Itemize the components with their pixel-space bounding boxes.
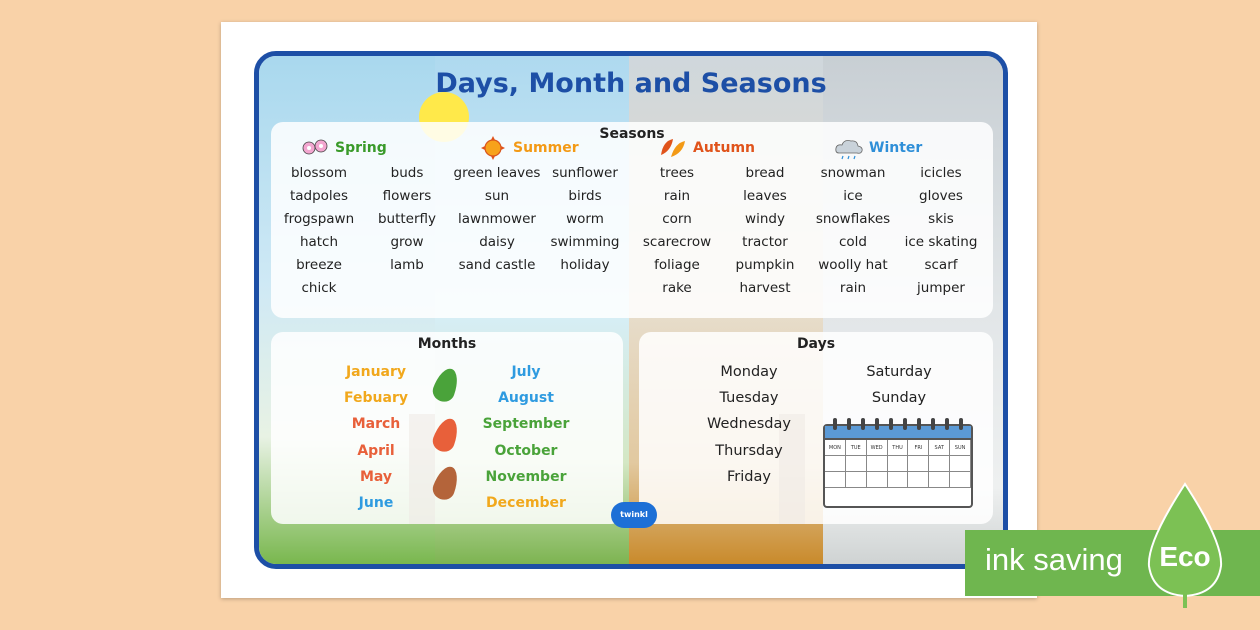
month-item: July <box>511 364 541 380</box>
word: skis <box>928 211 954 227</box>
word: gloves <box>919 188 963 204</box>
word: tractor <box>742 234 788 250</box>
season-autumn <box>633 134 809 298</box>
month-item: November <box>485 469 567 485</box>
word: butterfly <box>377 211 437 227</box>
word: scarecrow <box>642 234 712 250</box>
season-winter <box>809 134 985 298</box>
word: sunflower <box>552 165 618 181</box>
word: bread <box>745 165 785 181</box>
word-list <box>275 164 451 298</box>
month-item: June <box>358 495 394 511</box>
day-item: Monday <box>720 364 778 380</box>
month-item: March <box>351 416 401 432</box>
word: tadpoles <box>289 188 349 204</box>
word: green leaves <box>453 165 541 181</box>
days-panel <box>639 332 993 524</box>
season-spring <box>275 134 451 298</box>
word: daisy <box>479 234 515 250</box>
orange-leaf-icon <box>430 415 462 454</box>
word: corn <box>662 211 692 227</box>
month-item: Febuary <box>344 390 408 406</box>
day-item: Thursday <box>715 443 783 459</box>
day-item: Saturday <box>866 364 932 380</box>
word: icicles <box>920 165 962 181</box>
month-item: January <box>345 364 407 380</box>
word-list <box>633 164 809 298</box>
word: sand castle <box>458 257 536 273</box>
word <box>541 279 629 298</box>
word: lawnmower <box>458 211 536 227</box>
month-item: May <box>359 469 393 485</box>
word: grow <box>390 234 424 250</box>
calendar-icon <box>823 424 973 508</box>
word: swimming <box>550 234 620 250</box>
word: rake <box>662 280 692 296</box>
season-name: Autumn <box>693 140 756 156</box>
word: breeze <box>296 257 342 273</box>
calendar-header: SAT <box>929 440 950 455</box>
word: frogspawn <box>283 211 355 227</box>
blossom-icon <box>299 135 331 161</box>
brown-leaf-icon <box>430 463 462 502</box>
word: cold <box>838 234 867 250</box>
sun-icon <box>477 135 509 161</box>
calendar-header: MON <box>825 440 846 455</box>
word <box>453 279 541 298</box>
month-item: December <box>486 495 566 511</box>
word: blossom <box>290 165 348 181</box>
word <box>363 279 451 298</box>
word: worm <box>566 211 604 227</box>
word: scarf <box>924 257 958 273</box>
word: jumper <box>917 280 965 296</box>
word: buds <box>390 165 424 181</box>
calendar-header: TUE <box>846 440 867 455</box>
seasons-panel <box>271 122 993 318</box>
day-item: Tuesday <box>719 390 779 406</box>
word: woolly hat <box>818 257 888 273</box>
season-name: Summer <box>513 140 579 156</box>
word: pumpkin <box>735 257 795 273</box>
word: flowers <box>382 188 432 204</box>
word: ice skating <box>904 234 978 250</box>
cloud-icon <box>833 135 865 161</box>
word: chick <box>301 280 337 296</box>
months-panel <box>271 332 623 524</box>
day-item: Friday <box>727 469 771 485</box>
ink-saving-label: ink saving <box>985 542 1123 577</box>
green-leaf-icon <box>430 365 462 404</box>
word: trees <box>659 165 695 181</box>
months-heading: Months <box>417 336 477 352</box>
month-item: April <box>357 443 395 459</box>
word: hatch <box>299 234 339 250</box>
day-item: Wednesday <box>707 416 791 432</box>
calendar-header: FRI <box>908 440 929 455</box>
word: holiday <box>560 257 610 273</box>
word: lamb <box>390 257 424 273</box>
word: sun <box>484 188 510 204</box>
word: snowflakes <box>815 211 891 227</box>
word-mat <box>254 51 1008 569</box>
autumn-leaves-icon <box>657 135 689 161</box>
season-name: Winter <box>869 140 923 156</box>
word-list <box>453 164 629 298</box>
word: windy <box>745 211 785 227</box>
word-list <box>809 164 985 298</box>
word: rain <box>663 188 691 204</box>
days-heading: Days <box>796 336 836 352</box>
word: leaves <box>743 188 787 204</box>
calendar-header: WED <box>867 440 888 455</box>
word: rain <box>839 280 867 296</box>
word: snowman <box>820 165 886 181</box>
word: foliage <box>654 257 700 273</box>
calendar-header: THU <box>888 440 909 455</box>
month-item: September <box>482 416 570 432</box>
twinkl-logo: twinkl <box>611 502 657 528</box>
seasons-heading: Seasons <box>599 126 665 142</box>
word: ice <box>843 188 863 204</box>
month-item: October <box>494 443 558 459</box>
word: harvest <box>739 280 791 296</box>
day-item: Sunday <box>871 390 927 406</box>
calendar-header: SUN <box>950 440 971 455</box>
page-title: Days, Month and Seasons <box>435 68 827 99</box>
eco-label: Eco <box>1159 541 1211 572</box>
season-name: Spring <box>335 140 387 156</box>
season-summer <box>453 134 629 298</box>
word: birds <box>568 188 602 204</box>
month-item: August <box>498 390 554 406</box>
